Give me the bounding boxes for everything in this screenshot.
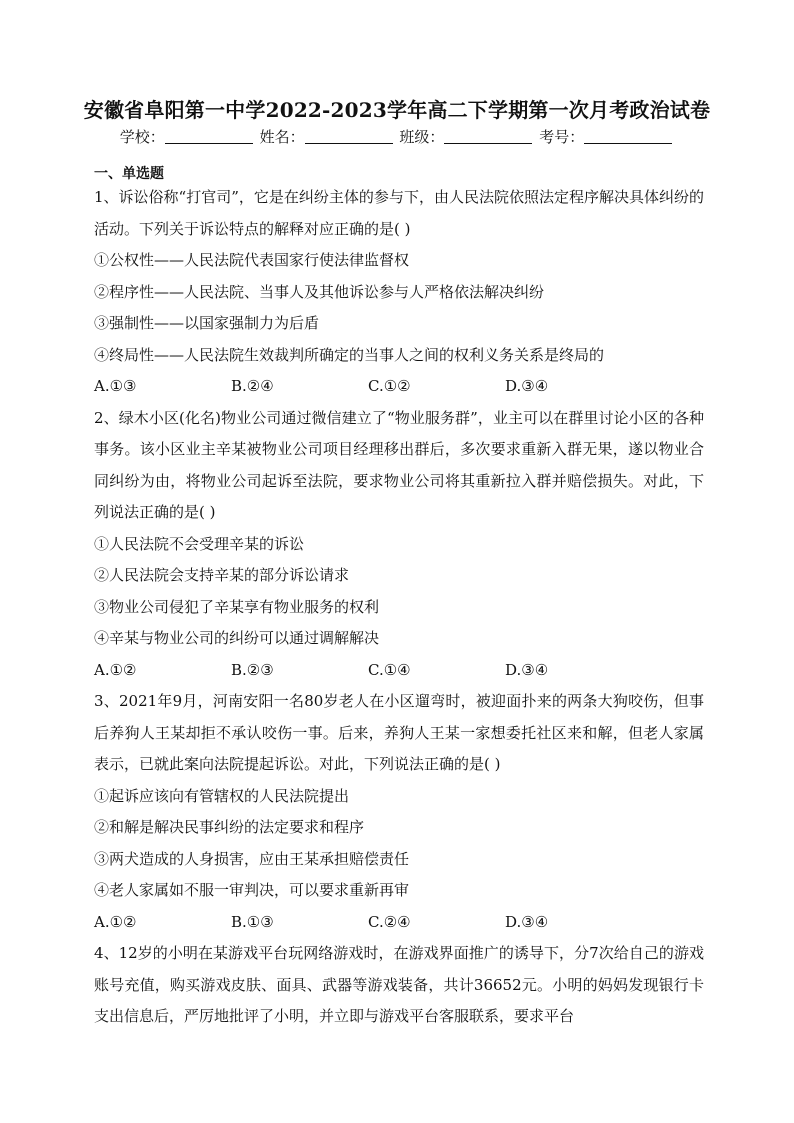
statement: ④辛某与物业公司的纠纷可以通过调解解决 xyxy=(94,629,380,647)
question-stem: 1、诉讼俗称“打官司”，它是在纠纷主体的参与下，由人民法院依照法定程序解决具体纠纷的活动。下列关于诉讼特点的解释对应正确的是( ) xyxy=(94,188,704,238)
answer-choice-c: C.②④ xyxy=(368,912,411,931)
student-info-line xyxy=(0,126,794,147)
answer-choice-a: A.①② xyxy=(94,660,137,679)
statement: ②人民法院会支持辛某的部分诉讼请求 xyxy=(94,566,350,584)
answer-choice-d: D.③④ xyxy=(505,660,549,679)
question-1 xyxy=(94,182,704,403)
exam-title: 安徽省阜阳第一中学2022-2023学年高二下学期第一次月考政治试卷 xyxy=(83,98,711,122)
answer-choice-a: A.①③ xyxy=(94,377,137,395)
answer-choice-b: B.②④ xyxy=(231,377,274,395)
answer-choices xyxy=(94,655,704,687)
question-3 xyxy=(94,686,704,938)
statement: ②程序性——人民法院、当事人及其他诉讼参与人严格依法解决纠纷 xyxy=(94,282,545,301)
statement: ③两犬造成的人身损害，应由王某承担赔偿责任 xyxy=(94,849,410,868)
questions-area xyxy=(94,182,704,1033)
name-label: 姓名： xyxy=(259,128,305,146)
question-stem: 4、12岁的小明在某游戏平台玩网络游戏时，在游戏界面推广的诱导下，分7次给自己的游戏账号充值，购买游戏皮肤、面具、武器等游戏装备，共计36652元。小明的妈妈发现银行卡支出信息后，严厉地批评了小明，并立即与游戏平台客服联系，要求平台 xyxy=(94,944,704,1025)
section-title: 一、单选题 xyxy=(94,166,164,182)
name-blank xyxy=(305,129,393,144)
statement: ③物业公司侵犯了辛某享有物业服务的权利 xyxy=(94,597,380,616)
statement: ②和解是解决民事纠纷的法定要求和程序 xyxy=(94,818,365,836)
answer-choice-d: D.③④ xyxy=(505,377,549,395)
answer-choice-a: A.①② xyxy=(94,912,137,931)
answer-choice-c: C.①④ xyxy=(368,660,411,679)
class-label: 班级： xyxy=(399,128,445,146)
answer-choices xyxy=(94,371,704,403)
answer-choice-c: C.①② xyxy=(368,377,411,395)
exam-number-label: 考号： xyxy=(539,128,585,146)
statement: ①人民法院不会受理辛某的诉讼 xyxy=(94,534,305,553)
statement: ④终局性——人民法院生效裁判所确定的当事人之间的权利义务关系是终局的 xyxy=(94,345,605,364)
question-stem: 3、2021年9月，河南安阳一名80岁老人在小区遛弯时，被迎面扑来的两条大狗咬伤，但事后养狗人王某却拒不承认咬伤一事。后来，养狗人王某一家想委托社区来和解，但老人家属表示，已就此案向法院提起诉讼。对此，下列说法正确的是( ) xyxy=(94,692,704,773)
class-blank xyxy=(444,129,532,144)
exam-number-blank xyxy=(584,129,672,144)
school-label: 学校： xyxy=(119,128,165,146)
statement: ①起诉应该向有管辖权的人民法院提出 xyxy=(94,786,350,805)
answer-choice-b: B.②③ xyxy=(231,660,274,679)
answer-choice-d: D.③④ xyxy=(505,912,549,931)
school-blank xyxy=(165,129,253,144)
statement: ④老人家属如不服一审判决，可以要求重新再审 xyxy=(94,881,410,899)
answer-choices xyxy=(94,907,704,939)
question-4 xyxy=(94,938,704,1033)
statement: ①公权性——人民法院代表国家行使法律监督权 xyxy=(94,251,410,269)
question-stem: 2、绿木小区(化名)物业公司通过微信建立了“物业服务群”，业主可以在群里讨论小区的各种事务。该小区业主辛某被物业公司项目经理移出群后，多次要求重新入群无果，遂以物业合同纠纷为由，将物业公司起诉至法院，要求物业公司将其重新拉入群并赔偿损失。对此，下列说法正确的是( ) xyxy=(94,408,704,521)
answer-choice-b: B.①③ xyxy=(231,912,274,931)
question-2 xyxy=(94,403,704,687)
statement: ③强制性——以国家强制力为后盾 xyxy=(94,314,320,332)
